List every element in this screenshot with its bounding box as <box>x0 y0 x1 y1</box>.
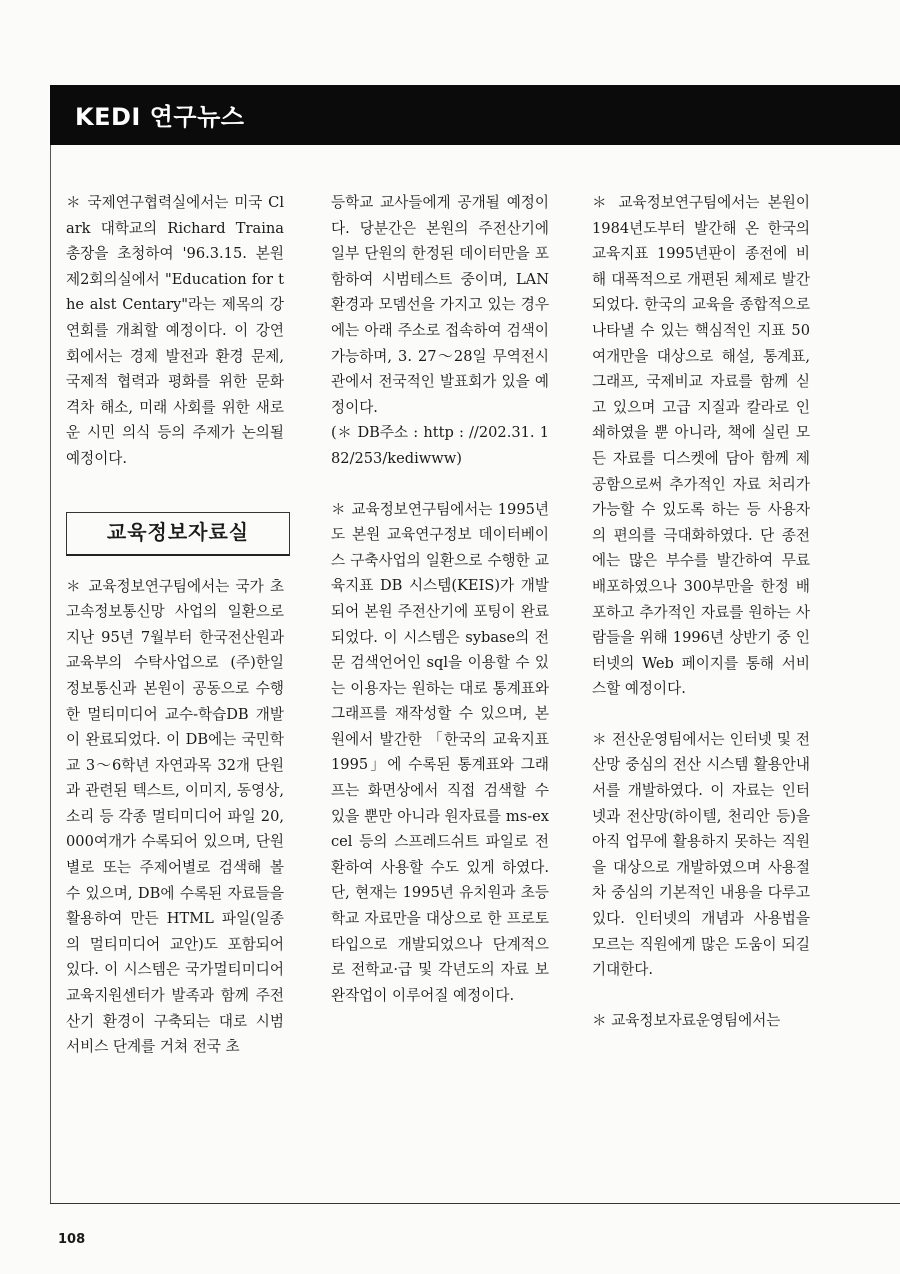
column-1 <box>66 190 284 1060</box>
section-title: 교육정보자료실 <box>106 520 250 545</box>
page-number: 108 <box>58 1232 86 1247</box>
article-internet-guide: ＊ 전산운영팀에서는 인터넷 및 전산망 중심의 전산 시스템 활용안내서를 개발하였다. 이 자료는 인터넷과 전산망(하이텔, 천리안 등)을 아직 업무에 활용하지 못하는 직원을 대상으로 개발하였으며 사용절차 중심의 기본적인 내용을 다루고 있다. 인터넷의 개념과 사용법을 모르는 직원에게 많은 도움이 되길 기대한다. <box>592 730 810 979</box>
article-education-indicators: ＊ 교육정보연구팀에서는 본원이 1984년도부터 발간해 온 한국의 교육지표 1995년판이 종전에 비해 대폭적으로 개편된 체제로 발간되었다. 한국의 교육을 종합적으로 나타낼 수 있는 핵심적인 지표 50여개만을 대상으로 해설, 통계표, 그래프, 국제비교 자료를 함께 싣고 있으며 고급 지질과 칼라로 인쇄하였을 뿐 아니라, 책에 실린 모든 자료를 디스켓에 담아 함께 제공함으로써 추가적인 자료 처리가 가능할 수 있도록 하는 등 사용자의 편의를 극대화하였다. 단 종전에는 많은 부수를 발간하여 무료 배포하였으나 300부만을 한정 배포하고 추가적인 자료를 원하는 사람들을 위해 1996년 상반기 중 인터넷의 Web 페이지를 통해 서비스할 예정이다. <box>592 194 810 698</box>
article-clark-lecture: ＊ 국제연구협력실에서는 미국 Clark 대학교의 Richard Traina 총장을 초청하여 '96.3.15. 본원 제2회의실에서 "Education for the alst Centary"라는 제목의 강연회를 개최할 예정이다. 이 강연회에서는 경제 발전과 환경 문제, 국제적 협력과 평화를 위한 문화 격차 해소, 미래 사회를 위한 새로운 시민 의식 등의 주제가 논의될 예정이다. <box>66 194 284 467</box>
spacer <box>592 983 810 1008</box>
section-header-box <box>66 512 290 556</box>
spacer <box>331 472 549 497</box>
spacer <box>592 702 810 727</box>
article-multimedia-db: ＊ 교육정보연구팀에서는 국가 초고속정보통신망 사업의 일환으로 지난 95년 7월부터 한국전산원과 교육부의 수탁사업으로 (주)한일정보통신과 본원이 공동으로 수행한 멀티미디어 교수-학습DB 개발이 완료되었다. 이 DB에는 국민학교 3～6학년 자연과목 32개 단원과 관련된 텍스트, 이미지, 동영상, 소리 등 각종 멀티미디어 파일 20,000여개가 수록되어 있으며, 단원별로 또는 주제어별로 검색해 볼 수 있으며, DB에 수록된 자료들을 활용하여 만든 HTML 파일(일종의 멀티미디어 교안)도 포함되어 있다. 이 시스템은 국가멀티미디어 교육지원센터가 발족과 함께 주전산기 환경이 구축되는 대로 시범 서비스 단계를 거쳐 전국 초 <box>66 577 284 1056</box>
column-3 <box>592 190 810 1033</box>
article-data-team: ＊ 교육정보자료운영팀에서는 <box>592 1011 781 1029</box>
article-keis-system: ＊ 교육정보연구팀에서는 1995년도 본원 교육연구정보 데이터베이스 구축사업의 일환으로 수행한 교육지표 DB 시스템(KEIS)가 개발되어 본원 주전산기에 포팅이 완료되었다. 이 시스템은 sybase의 전문 검색언어인 sql을 이용할 수 있는 이용자는 원하는 대로 통계표와 그래프를 재작성할 수 있으며, 본원에서 발간한 「한국의 교육지표 1995」에 수록된 통계표와 그래프는 화면상에서 직접 검색할 수 있을 뿐만 아니라 원자료를 ms-excel 등의 스프레드쉬트 파일로 전환하여 사용할 수도 있게 하였다. 단, 현재는 1995년 유치원과 초등 학교 자료만을 대상으로 한 프로토타입으로 개발되었으나 단계적으로 전학교·급 및 각년도의 자료 보완작업이 이루어질 예정이다. <box>331 500 549 1004</box>
page-title: KEDI 연구뉴스 <box>75 103 245 131</box>
header-bar <box>50 85 900 145</box>
bottom-rule <box>50 1203 900 1204</box>
column-2 <box>331 190 549 1008</box>
article-multimedia-db-cont: 등학교 교사들에게 공개될 예정이다. 당분간은 본원의 주전산기에 일부 단원의 한정된 데이터만을 포함하여 시범테스트 중이며, LAN 환경과 모뎀선을 가지고 있는 경우에는 아래 주소로 접속하여 검색이 가능하며, 3. 27～28일 무역전시관에서 전국적인 발표회가 있을 예정이다. <box>331 194 549 416</box>
left-rule <box>50 145 51 1203</box>
db-address: (＊ DB주소 : http : //202.31. 182/253/kediwww) <box>331 424 549 467</box>
